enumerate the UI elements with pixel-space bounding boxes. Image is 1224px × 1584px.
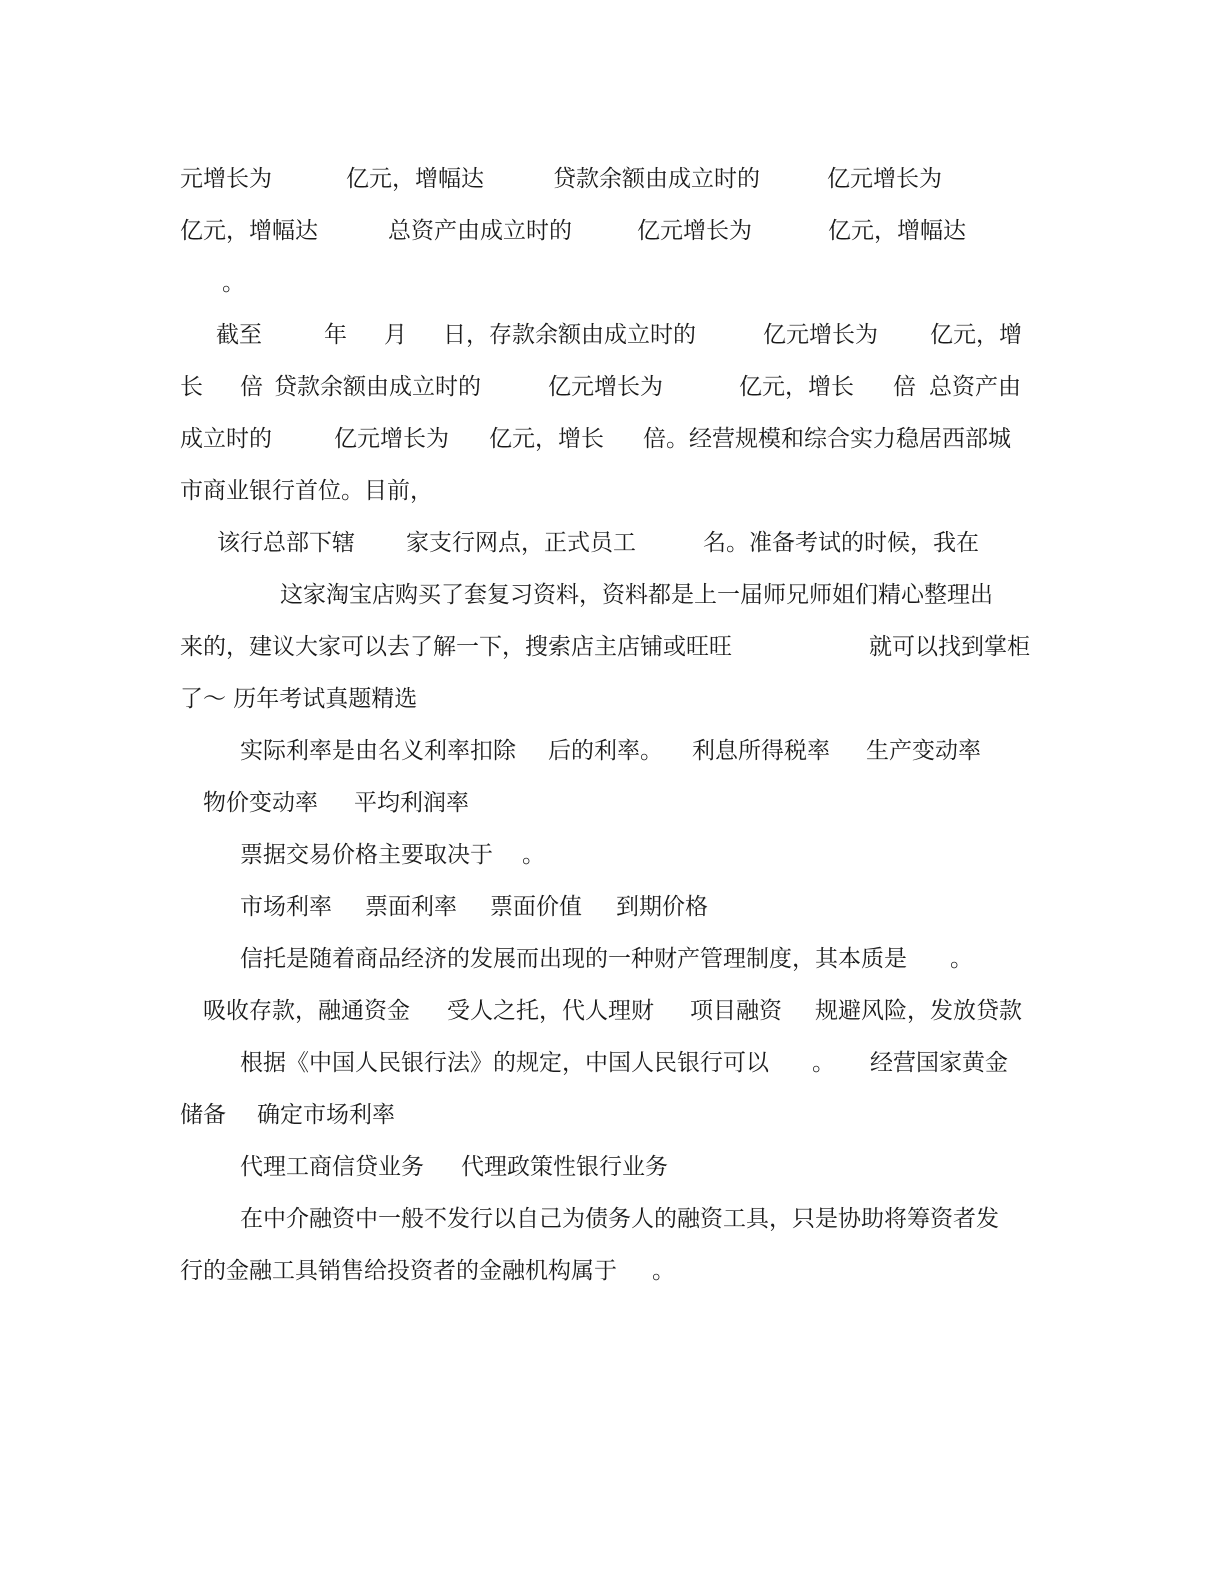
text-segment: 。: [222, 270, 245, 296]
text-segment: 亿元，增幅达: [346, 166, 484, 192]
text-segment: 截至: [216, 322, 262, 348]
text-segment: 规避风险，发放贷款: [815, 998, 1022, 1024]
text-segment: 就可以找到掌柜: [869, 634, 1030, 660]
text-segment: 总资产由: [929, 374, 1021, 400]
text-line: [0, 788, 1224, 818]
text-segment: 根据《中国人民银行法》的规定，中国人民银行可以: [240, 1050, 769, 1076]
text-segment: 代理工商信贷业务: [240, 1154, 424, 1180]
text-line: [0, 736, 1224, 766]
text-segment: 。: [522, 842, 545, 868]
text-segment: 票面价值: [490, 894, 582, 920]
text-segment: 元增长为: [180, 166, 272, 192]
text-line: [0, 892, 1224, 922]
text-segment: 该行总部下辖: [217, 530, 355, 556]
text-segment: 亿元增长为: [763, 322, 878, 348]
text-segment: 亿元，增长: [489, 426, 604, 452]
text-line: [0, 1204, 1224, 1234]
text-segment: 票据交易价格主要取决于: [240, 842, 493, 868]
text-segment: 代理政策性银行业务: [461, 1154, 668, 1180]
text-segment: 倍: [240, 374, 263, 400]
text-segment: 利息所得税率: [692, 738, 830, 764]
text-segment: 亿元增长为: [334, 426, 449, 452]
text-segment: 亿元，增: [930, 322, 1022, 348]
text-line: [0, 684, 1224, 714]
text-line: [0, 632, 1224, 662]
text-segment: 。: [812, 1050, 835, 1076]
text-line: [0, 424, 1224, 454]
text-segment: 信托是随着商品经济的发展而出现的一种财产管理制度，其本质是: [240, 946, 907, 972]
text-segment: 月: [384, 322, 407, 348]
text-segment: 了～ 历年考试真题精选: [180, 686, 418, 712]
text-line: [0, 476, 1224, 506]
text-segment: 亿元增长为: [548, 374, 663, 400]
text-segment: 亿元，增长: [739, 374, 854, 400]
text-segment: 年: [324, 322, 347, 348]
text-segment: 来的，建议大家可以去了解一下，搜索店主店铺或旺旺: [180, 634, 732, 660]
text-segment: 实际利率是由名义利率扣除: [240, 738, 516, 764]
text-segment: 行的金融工具销售给投资者的金融机构属于: [180, 1258, 617, 1284]
text-segment: 亿元，增幅达: [828, 218, 966, 244]
text-segment: 亿元，增幅达: [180, 218, 318, 244]
text-segment: 倍。经营规模和综合实力稳居西部城: [643, 426, 1011, 452]
text-line: [0, 268, 1224, 298]
text-segment: 亿元增长为: [827, 166, 942, 192]
text-segment: 。: [652, 1258, 675, 1284]
text-segment: 市商业银行首位。目前，: [180, 478, 433, 504]
text-segment: 亿元增长为: [637, 218, 752, 244]
text-line: [0, 1100, 1224, 1130]
text-segment: 储备: [180, 1102, 226, 1128]
text-line: [0, 840, 1224, 870]
text-line: [0, 216, 1224, 246]
text-segment: 票面利率: [365, 894, 457, 920]
text-line: [0, 1256, 1224, 1286]
text-segment: 项目融资: [690, 998, 782, 1024]
text-segment: 日，存款余额由成立时的: [443, 322, 696, 348]
text-segment: 成立时的: [180, 426, 272, 452]
text-segment: 后的利率。: [548, 738, 663, 764]
text-segment: 经营国家黄金: [870, 1050, 1008, 1076]
text-line: [0, 996, 1224, 1026]
text-segment: 平均利润率: [354, 790, 469, 816]
text-segment: 总资产由成立时的: [388, 218, 572, 244]
text-segment: 贷款余额由成立时的: [274, 374, 481, 400]
text-segment: 受人之托，代人理财: [447, 998, 654, 1024]
text-segment: 市场利率: [240, 894, 332, 920]
text-line: [0, 372, 1224, 402]
text-segment: 长: [180, 374, 203, 400]
text-segment: 倍: [893, 374, 916, 400]
text-segment: 家支行网点，正式员工: [406, 530, 636, 556]
text-segment: 到期价格: [616, 894, 708, 920]
text-segment: 吸收存款，融通资金: [203, 998, 410, 1024]
text-segment: 贷款余额由成立时的: [553, 166, 760, 192]
text-segment: 确定市场利率: [257, 1102, 395, 1128]
text-line: [0, 164, 1224, 194]
text-segment: 物价变动率: [203, 790, 318, 816]
text-segment: 在中介融资中一般不发行以自己为债务人的融资工具，只是协助将筹资者发: [240, 1206, 999, 1232]
text-line: [0, 580, 1224, 610]
text-line: [0, 944, 1224, 974]
text-segment: 生产变动率: [866, 738, 981, 764]
text-line: [0, 320, 1224, 350]
text-line: [0, 528, 1224, 558]
text-line: [0, 1152, 1224, 1182]
text-segment: 这家淘宝店购买了套复习资料，资料都是上一届师兄师姐们精心整理出: [280, 582, 993, 608]
text-line: [0, 1048, 1224, 1078]
text-segment: 。: [950, 946, 973, 972]
text-segment: 名。准备考试的时候，我在: [703, 530, 979, 556]
